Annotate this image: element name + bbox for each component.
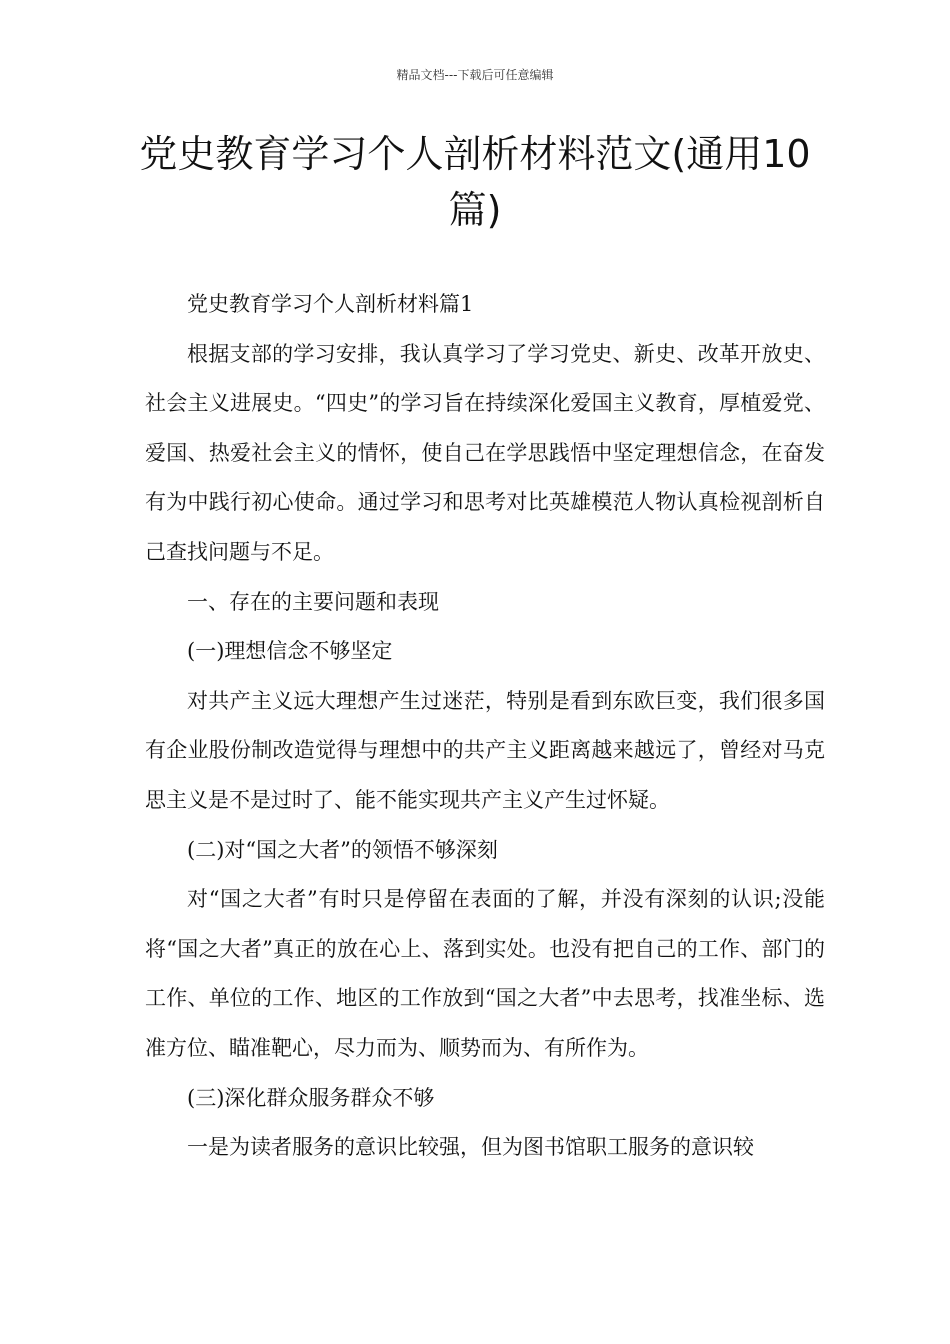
header-note: 精品文档---下载后可任意编辑 [396, 68, 554, 82]
body-paragraph: 一是为读者服务的意识比较强，但为图书馆职工服务的意识较 [187, 1135, 754, 1160]
subsection-heading: (三)深化群众服务群众不够 [187, 1085, 435, 1110]
section-heading: 一、存在的主要问题和表现 [187, 589, 439, 614]
body-paragraph: 对共产主义远大理想产生过迷茫，特别是看到东欧巨变，我们很多国有企业股份制改造觉得与理想中的共产主义距离越来越远了，曾经对马克思主义是不是过时了、能不能实现共产主义产生过怀疑。 [145, 688, 825, 812]
subsection-heading: (二)对“国之大者”的领悟不够深刻 [187, 837, 498, 862]
document-body [145, 280, 825, 1173]
body-paragraph: 根据支部的学习安排，我认真学习了学习党史、新史、改革开放史、社会主义进展史。“四史”的学习旨在持续深化爱国主义教育，厚植爱党、爱国、热爱社会主义的情怀，使自己在学思践悟中坚定理想信念，在奋发有为中践行初心使命。通过学习和思考对比英雄模范人物认真检视剖析自己查找问题与不足。 [145, 341, 825, 564]
subsection-heading: (一)理想信念不够坚定 [187, 639, 393, 664]
document-title: 党史教育学习个人剖析材料范文(通用10篇) [139, 132, 811, 232]
section-heading: 党史教育学习个人剖析材料篇1 [187, 292, 474, 316]
body-paragraph: 对“国之大者”有时只是停留在表面的了解，并没有深刻的认识;没能将“国之大者”真正的放在心上、落到实处。也没有把自己的工作、部门的工作、单位的工作、地区的工作放到“国之大者”中去思考，找准坐标、选准方位、瞄准靶心，尽力而为、顺势而为、有所作为。 [145, 887, 825, 1060]
